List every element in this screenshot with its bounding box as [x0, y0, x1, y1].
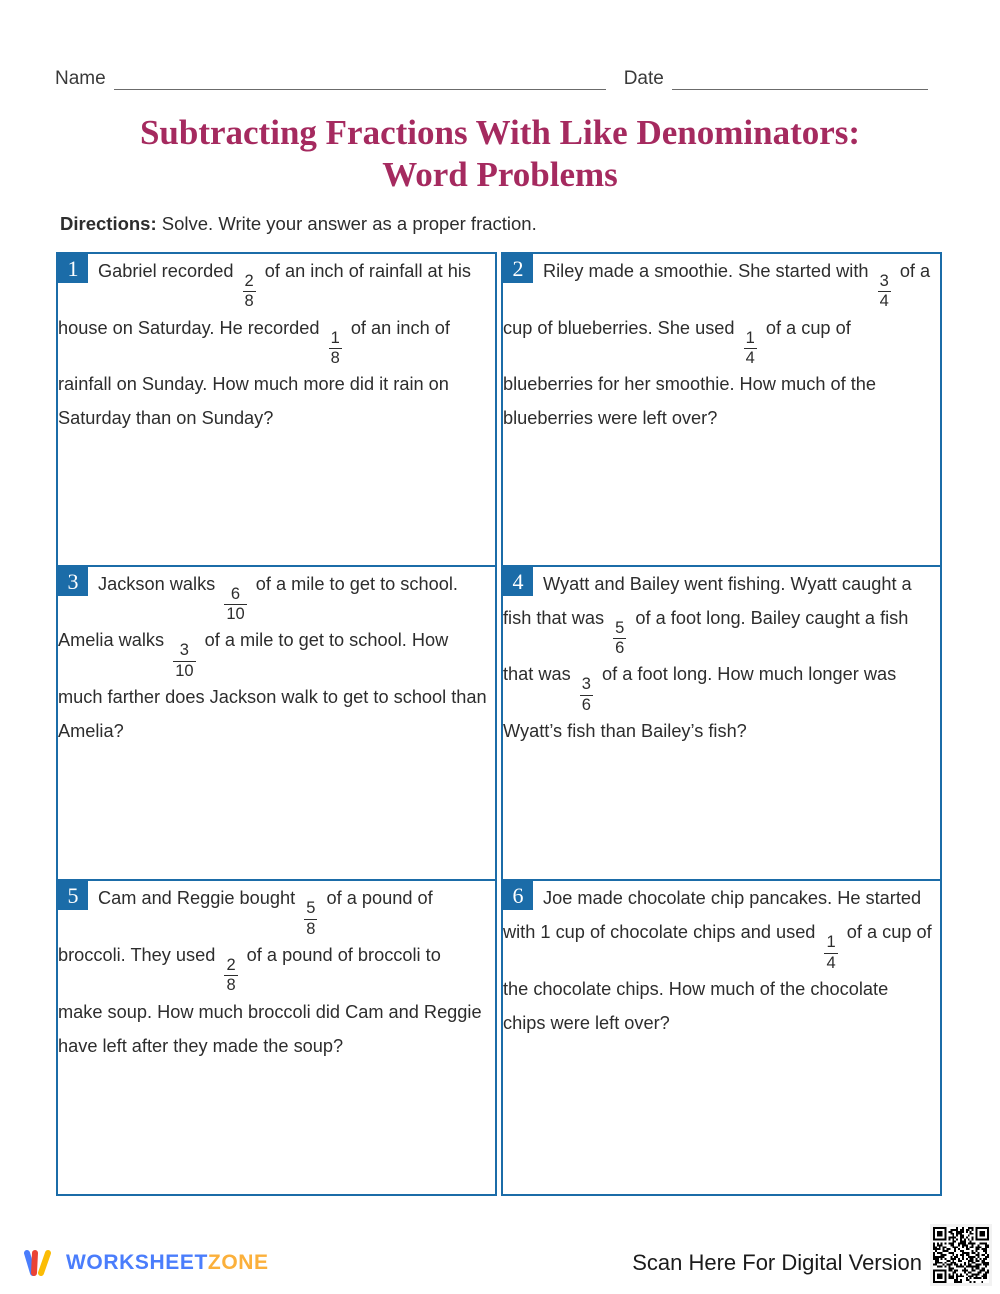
qr-code[interactable]: [930, 1224, 992, 1286]
fraction-numerator: 2: [244, 272, 254, 291]
problem-text-run: Wyatt and Bailey went fishing. Wyatt caught a fish that was: [503, 573, 912, 628]
problem-text-run: Gabriel recorded: [98, 261, 239, 281]
fraction-numerator: 6: [230, 584, 241, 603]
logo-word-zone: ZONE: [207, 1251, 269, 1274]
scan-prompt-text: Scan Here For Digital Version: [632, 1250, 922, 1275]
problem-number-badge: 3: [58, 567, 88, 596]
problem-text-run: of a cup of the chocolate chips. How much of the chocolate chips were left over?: [503, 922, 932, 1034]
fraction-denominator: 8: [244, 292, 254, 311]
fraction-numerator: 2: [226, 956, 236, 975]
problem-text: [503, 881, 940, 1040]
problem-text: [58, 254, 495, 435]
fraction-denominator: 8: [330, 349, 340, 368]
fraction: [224, 957, 237, 995]
problem-cell: [501, 879, 942, 1196]
name-input-line[interactable]: [114, 72, 606, 90]
problem-text-run: of a mile to get to school. How much farther does Jackson walk to get to school than Amelia?: [58, 630, 487, 742]
directions-label: Directions:: [60, 213, 157, 234]
fraction-denominator: 4: [826, 953, 836, 972]
problem-text-run: of a mile to get to school. Amelia walks: [58, 573, 458, 651]
logo-word-worksheet: WORKSHEET: [66, 1251, 208, 1274]
problem-text-run: of an inch of rainfall on Sunday. How much more did it rain on Saturday than on Sunday?: [58, 317, 450, 429]
fraction-denominator: 10: [226, 605, 245, 624]
problem-text-run: of a pound of broccoli. They used: [58, 888, 433, 966]
fraction: [243, 273, 256, 311]
fraction-denominator: 8: [226, 976, 236, 995]
problem-number-badge: 1: [58, 254, 88, 283]
date-label: Date: [623, 68, 664, 89]
page-title: [55, 112, 945, 196]
name-label: Name: [55, 68, 106, 89]
footer: [0, 1214, 1000, 1294]
name-date-row: [55, 60, 942, 90]
problem-text-run: Cam and Reggie bought: [98, 888, 301, 909]
problem-number-badge: 2: [503, 254, 533, 283]
problem-text-run: of a foot long. How much longer was Wyatt’s fish than Bailey’s fish?: [503, 664, 897, 742]
problem-text: [58, 567, 495, 748]
problem-text-run: Jackson walks: [98, 573, 221, 594]
problem-cell: [56, 879, 497, 1196]
problem-number-badge: 5: [58, 881, 88, 910]
fraction-denominator: 10: [175, 661, 194, 680]
fraction-numerator: 5: [615, 618, 625, 637]
fraction: [173, 642, 195, 680]
fraction: [878, 273, 891, 311]
fraction-numerator: 1: [330, 328, 340, 347]
worksheet-zone-logo[interactable]: [22, 1246, 269, 1280]
fraction: [224, 586, 246, 624]
fraction: [744, 330, 757, 368]
fraction-denominator: 4: [879, 292, 889, 311]
problem-text: [503, 567, 940, 748]
fraction: [580, 676, 593, 714]
problem-cell: [56, 565, 497, 882]
directions: [60, 212, 537, 236]
fraction-numerator: 3: [879, 272, 889, 291]
fraction: [329, 330, 342, 368]
problem-text-run: of an inch of rainfall at his house on Saturday. He recorded: [58, 261, 472, 338]
problem-text-run: of a cup of blueberries. She used: [503, 261, 931, 338]
problem-number-badge: 6: [503, 881, 533, 910]
fraction-denominator: 8: [306, 919, 316, 938]
problem-text-run: Joe made chocolate chip pancakes. He started with 1 cup of chocolate chips and used: [503, 888, 922, 943]
logo-wordmark: [66, 1251, 269, 1275]
problem-number-badge: 4: [503, 567, 533, 596]
page-title-line-2: Word Problems: [382, 155, 618, 194]
problem-text-run: of a cup of blueberries for her smoothie. How much of the blueberries were left over?: [503, 317, 877, 429]
fraction-numerator: 3: [179, 641, 189, 660]
problem-cell: [501, 565, 942, 882]
problem-cell: [56, 252, 497, 567]
problem-text-run: of a foot long. Bailey caught a fish that was: [503, 607, 909, 685]
problem-grid: [56, 252, 942, 1196]
problem-text-run: of a pound of broccoli to make soup. How much broccoli did Cam and Reggie have left after they made the soup?: [58, 945, 482, 1056]
date-input-line[interactable]: [672, 72, 928, 90]
problem-text-run: Riley made a smoothie. She started with: [543, 261, 874, 281]
fraction-numerator: 1: [826, 933, 836, 952]
problem-text: [58, 881, 495, 1062]
problem-text: [503, 254, 940, 435]
fraction: [304, 900, 317, 938]
directions-text: Solve. Write your answer as a proper fraction.: [156, 213, 537, 234]
problem-cell: [501, 252, 942, 567]
fraction: [824, 934, 837, 972]
fraction-numerator: 1: [745, 328, 755, 347]
page-title-line-1: Subtracting Fractions With Like Denominators:: [139, 113, 861, 152]
fraction-denominator: 6: [581, 695, 591, 714]
logo-w-icon: [22, 1246, 56, 1280]
fraction: [613, 620, 626, 658]
fraction-denominator: 4: [745, 349, 755, 368]
fraction-numerator: 5: [306, 899, 316, 918]
fraction-denominator: 6: [615, 639, 625, 658]
fraction-numerator: 3: [581, 675, 591, 694]
